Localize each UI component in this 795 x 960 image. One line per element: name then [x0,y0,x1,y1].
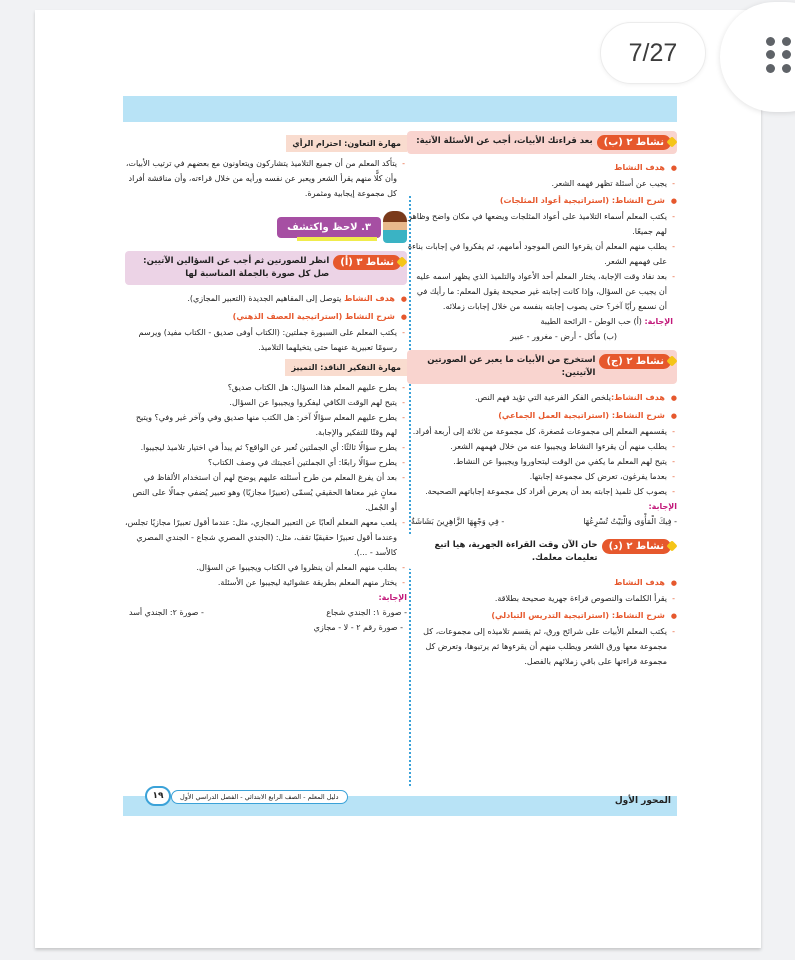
page-number: ١٩ [145,786,171,806]
skill-item: - يتيح لهم الوقت الكافي ليفكروا ويجيبوا عن السؤال. [125,395,407,410]
skill-item: - يطرح عليهم المعلم سؤالًا آخر: هل الكتب منها صديق وفي وآخر غير وفي؟ ويتيح لهم وقتًا للتفكير والإجابة. [125,410,407,440]
answer-text: - صورة ١: الجندي شجاع [326,608,407,617]
goal-label: ● هدف النشاط [407,160,677,176]
explain-item: - يكتب المعلم الأبيات على شرائح ورق، ثم يقسم تلاميذه إلى مجموعات، كل مجموعة معها ورق الشعر ويطلب منهم أن يقرءوها ثم يرتبوها، وتعرض كل مجموعة قراءتها على باقي زملائهم بالفصل. [407,624,677,669]
explain-item: - بعدما يفرغون، تعرض كل مجموعة إجابتها. [407,469,677,484]
explain-item: - يصوب كل تلميذ إجابته بعد أن يعرض أفراد كل مجموعة إجاباتهم الصحيحة. [407,484,677,499]
header-band [123,96,677,122]
answer-label: الإجابة: [378,593,407,602]
answer-text: - فِي وَجْهِهَا الزَّاهِرِينَ بَشَاشَةٌ [411,517,505,526]
highlight-underline [297,237,377,241]
explain-item: - بعد نفاد وقت الإجابة، يختار المعلم أحد الأعواد والتلميذ الذي يظهر اسمه عليه أن يجيب عن السؤال، وإذا كانت إجابته غير صحيحة يقول المعلم: ما رأيك في أن نسمع رأيًا آخر؟ حتى يصوب إجابته بنفسه من خلال إجابات زملائه. [407,269,677,314]
explain-label: ● شرح النشاط: (استراتيجية العمل الجماعي) [407,408,677,424]
activity-title: بعد قراءتك الأبيات، أجب عن الأسئلة الآتية: [416,136,593,146]
activity-3a-header [125,251,407,285]
goal-label: ● هدف النشاط [407,575,677,591]
explain-label: ● شرح النشاط: (استراتيجية التدريس التبادلي) [407,608,677,624]
skill-item: - يتأكد المعلم من أن جميع التلاميذ يتشاركون ويتعاونون مع بعضهم في ترتيب الأبيات، وأن كلًّا منهم يقرأ الشعر ويعبر عن نفسه ورأيه من خلال قراءته، وأن مناقشة أفراد كل مجموعة إيجابية ومثمرة. [125,156,407,201]
child-with-binoculars-icon [383,211,407,243]
activity-badge: نشاط ٢ (ج) [599,354,671,369]
explain-item: - يكتب المعلم على السبورة جملتين: (الكتاب أوفى صديق - الكتاب مفيد) ويرسم رسومًا تعبيرية عنهما حتى يتخيلهما التلاميذ. [125,325,407,355]
answers-row [125,605,407,620]
activity-title: حان الآن وقت القراءة الجهرية، هيا اتبع تعليمات معلمك. [434,540,598,563]
section-title: المحور الأول [614,796,671,806]
answer-text: - صورة ٢: الجندي أسد [129,608,204,617]
activity-title: استخرج من الأبيات ما يعبر عن الصورتين الآتيتين: [427,355,596,378]
goal-label: ● هدف النشاط يتوصل إلى المفاهيم الجديدة (التعبير المجازي). [125,291,407,307]
explain-item: - يطلب منهم المعلم أن يقرءوا النص الموجود أمامهم، ثم يفكروا في إجابات بناءة على فهمهم الشعر. [407,239,677,269]
page-counter: 7/27 [600,22,706,84]
skill-critical-label: مهارة التفكير الناقد: التمييز [285,359,407,376]
goal-item: - يجيب عن أسئلة تظهر فهمه الشعر. [407,176,677,191]
explain-item: - يتيح لهم المعلم ما يكفي من الوقت ليتحاوروا ويجيبوا عن النشاط. [407,454,677,469]
skill-item: - يلعب معهم المعلم ألعابًا عن التعبير المجازي، مثل: عندما أقول تعبيرًا مجازيًا تجلس، وعندما أقول تعبيرًا حقيقيًا تقف، مثل: (الجندي المصري شجاع - الجندي المصري كالأسد - ...). [125,515,407,560]
activity-title: انظر للصورتين ثم أجب عن السؤالين الآتيين: صل كل صورة بالجملة المناسبة لها [143,256,330,279]
skill-item: - يطرح عليهم المعلم هذا السؤال: هل الكتاب صديق؟ [125,380,407,395]
explain-item: - يطلب منهم أن يقرءوا النشاط ويجيبوا عنه من خلال فهمهم الشعر. [407,439,677,454]
textbook-page [123,96,677,822]
answer-text: - صورة رقم ٢ - لا - مجازي [313,623,403,632]
skill-item: - يطرح سؤالًا رابعًا: أي الجملتين أعجبتك في وصف الكتاب؟ [125,455,407,470]
left-column [125,131,407,635]
explain-label: ● شرح النشاط: (استراتيجية أعواد المثلجات) [407,193,677,209]
answer-label: الإجابة: [644,317,673,326]
goal-label: ● هدف النشاط:يلخص الفكر الفرعية التي تؤيد فهم النص. [407,390,677,406]
activity-2c-header [407,350,677,384]
answer-label: الإجابة: [648,502,677,511]
answer-text: (أ) حب الوطن - الرائحة الطيبة [540,317,642,326]
answer-text: - فِيكَ الْمَأْوَى وَالْبَيْتُ تُسْرِعُهَا [583,517,677,526]
goal-text: يتوصل إلى المفاهيم الجديدة (التعبير المجازي). [187,294,342,303]
answers-row [407,514,677,529]
goal-text: يلخص الفكر الفرعية التي تؤيد فهم النص. [474,393,611,402]
skill-item: - يختار منهم المعلم بطريقة عشوائية ليجيبوا عن الأسئلة. [125,575,407,590]
activity-badge: نشاط ٢ (ب) [597,135,671,150]
activity-badge: نشاط ٣ (أ) [333,255,401,270]
explore-banner: ٣. لاحظ واكتشف [277,217,381,238]
skill-item: - بعد أن يفرغ المعلم من طرح أسئلته عليهم يوضح لهم أن استخدام الألفاظ في معانٍ غير معناها الحقيقي يُسمّى (تعبيرًا مجازيًا) وهو تعبير يُضفي جمالًا على النص أو الجُمل. [125,470,407,515]
skill-item: - يطرح سؤالًا ثالثًا: أي الجملتين تُعبر عن الواقع؟ ثم يبدأ في اختيار تلاميذ ليجيبوا. [125,440,407,455]
explain-item: - يكتب المعلم أسماء التلاميذ على أعواد المثلجات ويضعها في مكان واضح وظاهر لهم جميعًا. [407,209,677,239]
activity-2d-header [407,535,677,569]
activity-2b-header [407,131,677,154]
skill-cooperation-label: مهارة التعاون: احترام الرأي [286,135,407,152]
grid-dots-icon [766,37,792,73]
explore-section-header [125,211,407,243]
goal-item: - يقرأ الكلمات والنصوص قراءة جهرية صحيحة بطلاقة. [407,591,677,606]
explain-item: - يقسمهم المعلم إلى مجموعات مُصغرة، كل مجموعة من ثلاثة إلى أربعة أفراد. [407,424,677,439]
activity-badge: نشاط ٢ (د) [602,539,671,554]
explain-label: ● شرح النشاط (استراتيجية العصف الذهني) [125,309,407,325]
right-column [407,131,677,669]
answer-text: (ب) مأكل - أرض - مغرور - عبير [510,332,617,341]
skill-item: - يطلب منهم المعلم أن ينظروا في الكتاب ويجيبوا عن السؤال. [125,560,407,575]
book-title: دليل المعلم - الصف الرابع الابتدائي - الفصل الدراسي الأول [171,790,348,804]
